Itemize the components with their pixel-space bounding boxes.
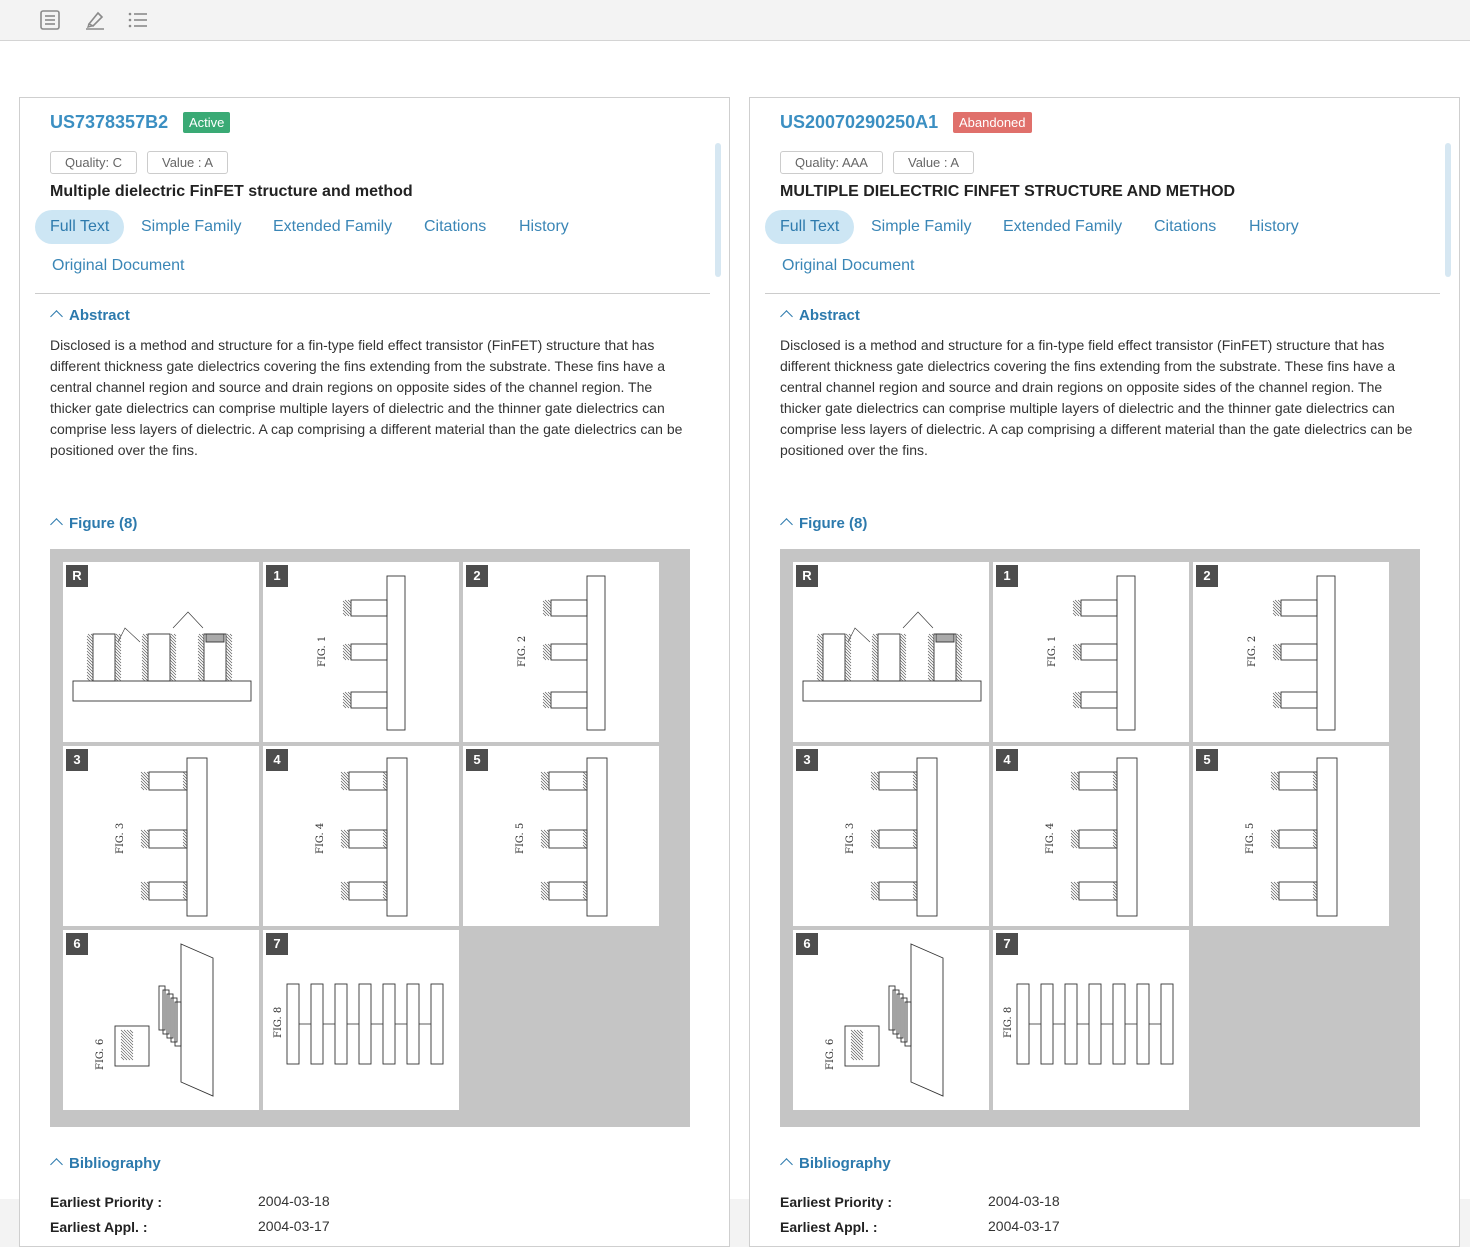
svg-text:FIG. 6: FIG. 6 (825, 1038, 836, 1070)
svg-text:FIG. 8: FIG. 8 (273, 1006, 284, 1038)
tab-original-document[interactable]: Original Document (782, 257, 915, 274)
patent-panel-right (749, 97, 1460, 1247)
bibliography-label: Earliest Priority : (780, 1194, 893, 1210)
figure-thumbnail[interactable] (1193, 562, 1389, 742)
abstract-heading: Abstract (799, 307, 860, 324)
figure-badge: 5 (1196, 749, 1218, 771)
figure-drawing (63, 930, 259, 1110)
figure-gallery (780, 549, 1420, 1127)
figure-thumbnail[interactable] (63, 930, 259, 1110)
highlight-pen-icon[interactable] (83, 8, 107, 32)
figure-badge: 2 (466, 565, 488, 587)
value-chip: Value : A (893, 151, 974, 174)
top-toolbar (0, 0, 1470, 41)
figure-drawing (793, 930, 989, 1110)
figure-badge: 4 (266, 749, 288, 771)
figure-drawing (793, 746, 989, 926)
figure-badge: R (796, 565, 818, 587)
bibliography-value: 2004-03-18 (988, 1193, 1060, 1209)
patent-number-link[interactable]: US7378357B2 (50, 112, 169, 132)
figure-badge: 2 (1196, 565, 1218, 587)
svg-text:FIG. 4: FIG. 4 (315, 822, 326, 854)
svg-text:FIG. 6: FIG. 6 (95, 1038, 106, 1070)
tab-extended-family[interactable]: Extended Family (1003, 218, 1123, 235)
svg-text:FIG. 2: FIG. 2 (1247, 635, 1258, 667)
figure-thumbnail[interactable] (993, 930, 1189, 1110)
abstract-text: Disclosed is a method and structure for a fin-type field effect transistor (FinFET) structure that has different thickness gate dielectrics covering the fins extending from the substrate. These fins have a central channel region and source and drain regions on opposite sides of the channel region. The thicker gate dielectrics can comprise multiple layers of dielectric and the thinner gate dielectrics can comprise less layers of dielectric. A cap comprising a different material than the gate dielectrics can be positioned over the fins. (780, 337, 1413, 458)
figure-thumbnail[interactable] (263, 746, 459, 926)
figure-badge: 4 (996, 749, 1018, 771)
figure-badge: 6 (66, 933, 88, 955)
svg-text:FIG. 1: FIG. 1 (317, 635, 328, 667)
figure-badge: 6 (796, 933, 818, 955)
figure-badge: 7 (996, 933, 1018, 955)
figure-section-header[interactable] (50, 515, 137, 532)
figure-drawing (63, 562, 259, 742)
abstract-section-header[interactable] (50, 307, 130, 324)
figure-drawing (993, 562, 1189, 742)
abstract-heading: Abstract (69, 307, 130, 324)
figure-thumbnail[interactable] (993, 562, 1189, 742)
bibliography-label: Earliest Appl. : (780, 1219, 878, 1235)
tab-history[interactable]: History (1249, 218, 1299, 235)
figure-drawing (793, 562, 989, 742)
quality-chip: Quality: C (50, 151, 137, 174)
figure-heading: Figure (69, 515, 115, 532)
tab-full-text[interactable]: Full Text (35, 210, 124, 244)
figure-drawing (993, 930, 1189, 1110)
figure-gallery (50, 549, 690, 1127)
chevron-up-icon (50, 310, 63, 323)
svg-text:FIG. 2: FIG. 2 (517, 635, 528, 667)
svg-text:FIG. 5: FIG. 5 (1245, 822, 1256, 854)
bibliography-label: Earliest Appl. : (50, 1219, 148, 1235)
svg-text:FIG. 1: FIG. 1 (1047, 635, 1058, 667)
figure-thumbnail[interactable] (793, 562, 989, 742)
bibliography-value: 2004-03-18 (258, 1193, 330, 1209)
bibliography-value: 2004-03-17 (988, 1218, 1060, 1234)
figure-badge: 1 (996, 565, 1018, 587)
tab-history[interactable]: History (519, 218, 569, 235)
figure-thumbnail[interactable] (993, 746, 1189, 926)
scrollbar-thumb[interactable] (1445, 143, 1451, 277)
svg-text:FIG. 3: FIG. 3 (845, 822, 856, 854)
figure-thumbnail[interactable] (263, 930, 459, 1110)
bibliography-section-header[interactable] (780, 1155, 891, 1172)
figure-drawing (1193, 746, 1389, 926)
patent-title: Multiple dielectric FinFET structure and method (50, 183, 413, 200)
tab-citations[interactable]: Citations (1154, 218, 1217, 235)
patent-panel-left (19, 97, 730, 1247)
svg-text:FIG. 8: FIG. 8 (1003, 1006, 1014, 1038)
value-chip: Value : A (147, 151, 228, 174)
svg-text:FIG. 3: FIG. 3 (115, 822, 126, 854)
figure-drawing (63, 746, 259, 926)
figure-heading: Figure (799, 515, 845, 532)
figure-drawing (463, 746, 659, 926)
figure-thumbnail[interactable] (63, 562, 259, 742)
figure-badge: 3 (66, 749, 88, 771)
bibliography-section-header[interactable] (50, 1155, 161, 1172)
tab-original-document[interactable]: Original Document (52, 257, 185, 274)
patent-number-link[interactable]: US20070290250A1 (780, 112, 939, 132)
figure-thumbnail[interactable] (1193, 746, 1389, 926)
bibliography-label: Earliest Priority : (50, 1194, 163, 1210)
chevron-up-icon (780, 518, 793, 531)
figure-badge: R (66, 565, 88, 587)
tab-extended-family[interactable]: Extended Family (273, 218, 393, 235)
bibliography-value: 2004-03-17 (258, 1218, 330, 1234)
chevron-up-icon (780, 1158, 793, 1171)
figure-thumbnail[interactable] (793, 930, 989, 1110)
patent-title: MULTIPLE DIELECTRIC FINFET STRUCTURE AND METHOD (780, 183, 1236, 200)
status-badge: Abandoned (953, 112, 1032, 133)
bibliography-heading: Bibliography (69, 1155, 161, 1172)
figure-thumbnail[interactable] (63, 746, 259, 926)
figure-drawing (463, 562, 659, 742)
figure-thumbnail[interactable] (263, 562, 459, 742)
figure-count: (8) (849, 515, 868, 532)
svg-text:FIG. 4: FIG. 4 (1045, 822, 1056, 854)
figure-section-header[interactable] (780, 515, 867, 532)
figure-thumbnail[interactable] (463, 746, 659, 926)
figure-thumbnail[interactable] (463, 562, 659, 742)
status-badge: Active (183, 112, 230, 133)
figure-badge: 1 (266, 565, 288, 587)
tab-full-text[interactable]: Full Text (765, 210, 854, 244)
figure-drawing (263, 746, 459, 926)
chevron-up-icon (50, 1158, 63, 1171)
scrollbar-thumb[interactable] (715, 143, 721, 277)
tab-simple-family[interactable]: Simple Family (141, 218, 242, 235)
figure-count: (8) (119, 515, 138, 532)
divider (35, 293, 710, 294)
tab-simple-family[interactable]: Simple Family (871, 218, 972, 235)
figure-drawing (263, 562, 459, 742)
figure-badge: 3 (796, 749, 818, 771)
abstract-section-header[interactable] (780, 307, 860, 324)
bullet-list-icon[interactable] (126, 8, 150, 32)
tab-citations[interactable]: Citations (424, 218, 487, 235)
bibliography-heading: Bibliography (799, 1155, 891, 1172)
chevron-up-icon (780, 310, 793, 323)
figure-badge: 7 (266, 933, 288, 955)
figure-drawing (263, 930, 459, 1110)
quality-chip: Quality: AAA (780, 151, 883, 174)
figure-thumbnail[interactable] (793, 746, 989, 926)
figure-badge: 5 (466, 749, 488, 771)
abstract-text: Disclosed is a method and structure for a fin-type field effect transistor (FinFET) structure that has different thickness gate dielectrics covering the fins extending from the substrate. These fins have a central channel region and source and drain regions on opposite sides of the channel region. The thicker gate dielectrics can comprise multiple layers of dielectric and the thinner gate dielectrics can comprise less layers of dielectric. A cap comprising a different material than the gate dielectrics can be positioned over the fins. (50, 337, 683, 458)
comparison-workspace (0, 41, 1470, 1235)
figure-drawing (993, 746, 1189, 926)
list-view-icon[interactable] (38, 8, 62, 32)
svg-text:FIG. 5: FIG. 5 (515, 822, 526, 854)
figure-drawing (1193, 562, 1389, 742)
chevron-up-icon (50, 518, 63, 531)
divider (765, 293, 1440, 294)
